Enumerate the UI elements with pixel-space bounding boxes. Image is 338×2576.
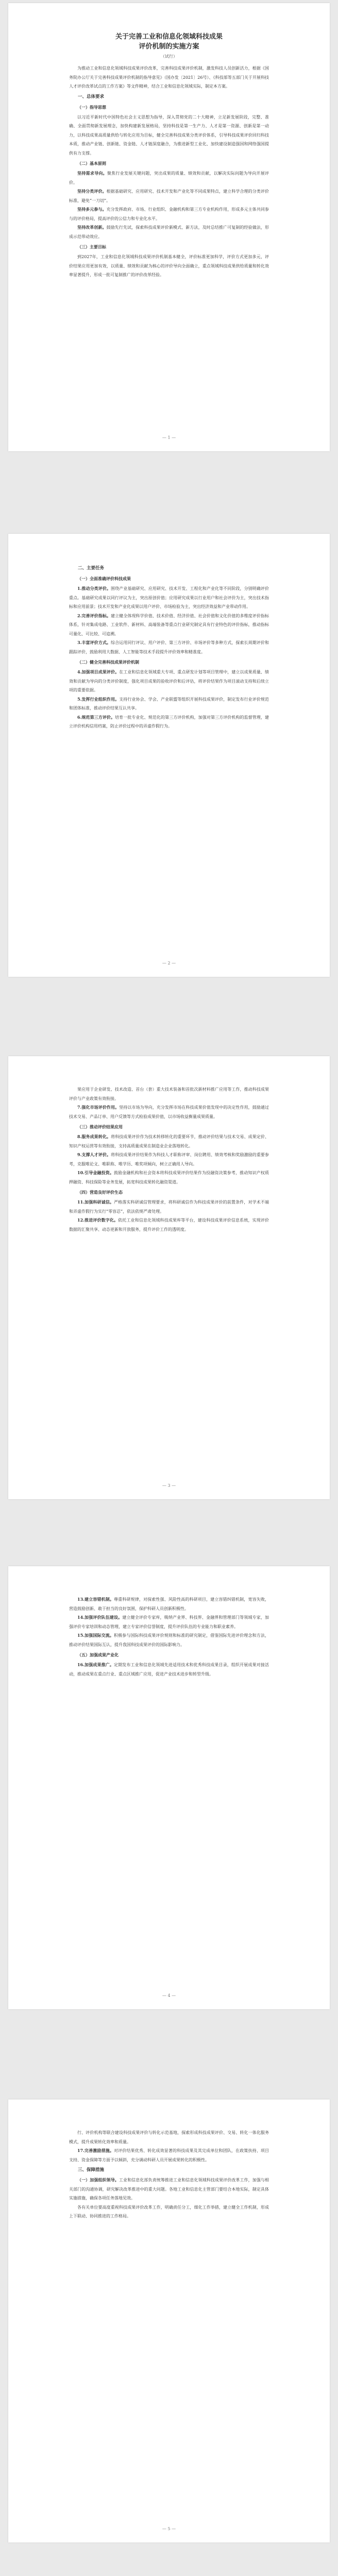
section-heading: 三、保障措施 <box>78 2167 105 2173</box>
body-paragraph <box>69 2203 269 2221</box>
paragraph-lead: 1.推动分类评价。 <box>77 586 111 591</box>
paragraph-lead: 9.支撑人才评价。 <box>77 1152 111 1157</box>
body-paragraph <box>69 169 269 187</box>
paragraph-lead: 11.加强科研诚信。 <box>77 1199 114 1205</box>
paragraph-text: 建立健全评价专家库，吸纳产业界、科技界、金融界和管理部门等领域专家，加强评价专家培训和动态管理，建立专家评价信誉制度，提升评价队伍的专业能力和职业素养。 <box>69 1615 269 1629</box>
paragraph-text: 定期发布工业和信息化领域先进适用技术和优秀科技成果目录，组织开展成果对接活动，推动成果在重点行业、重点区域推广应用，促进产业技术进步和转型升级。 <box>69 1663 269 1676</box>
paragraph-text: 果应用于企业研发、技术改造、首台（套）重大技术装备和首批次新材料推广应用等工作，推动科技成果评价与产业政策有效衔接。 <box>69 1087 269 1101</box>
page-number: — 3 — <box>162 1483 176 1488</box>
paragraph-lead: 7.强化市场评价作用。 <box>77 1105 120 1110</box>
body-paragraph <box>69 1168 269 1187</box>
body-paragraph <box>69 1085 269 1103</box>
document-page-1 <box>8 3 330 451</box>
paragraph-text: 各有关单位要高度重视科技成果评价改革工作，明确责任分工，细化工作举措，建立健全工作机制，形成上下联动、协同推进的工作格局。 <box>69 2205 269 2218</box>
paragraph-lead: 13.建立容错机制。 <box>77 1597 114 1602</box>
paragraph-text: 为推动工业和信息化领域科技成果评价改革，完善科技成果评价机制，激发科技人员创新活力，根据《国务院办公厅关于完善科技成果评价机制的指导意见》（国办发〔2021〕26号）、《科技部等五部门关于开展科技人才评价改革试点的工作方案》等文件精神，结合工业和信息化领域实际，制定本方案。 <box>69 66 269 89</box>
subsection-heading: （三）推动评价结果应用 <box>77 1124 123 1129</box>
body-paragraph <box>69 1132 269 1150</box>
paragraph-lead: 坚持分类评价。 <box>77 189 107 194</box>
paragraph-text: 严格落实科研诚信管理要求，将科研诚信作为科技成果评价的前置条件，对学术不端和弄虚作假行为实行“零容忍”，依法依规严肃处理。 <box>69 1200 269 1214</box>
body-paragraph <box>69 612 269 639</box>
subsection-heading: （二）健全完善科技成果评价机制 <box>77 659 139 665</box>
body-paragraph <box>69 252 269 280</box>
paragraph-text: 积极参与国际科技成果评价规则和标准的研究制定，借鉴国际先进评价理念和方法，推动评价结果国际互认，提升我国科技成果评价的国际影响力。 <box>69 1633 269 1647</box>
paragraph-lead: 坚持需求导向。 <box>77 171 107 176</box>
paragraph-text: 行、评价机构等联合建设科技成果评价与转化示范基地，探索形成科技成果评价、交易、转化一体化服务模式，提升成果转化效率和质量。 <box>69 2130 269 2144</box>
body-paragraph <box>69 668 269 695</box>
body-paragraph <box>69 713 269 731</box>
document-page-5 <box>8 2099 330 2543</box>
section-heading: 二、主要任务 <box>78 566 105 571</box>
paragraph-lead: 6.规范第三方评价。 <box>77 714 115 720</box>
document-subtitle: （试行） <box>161 54 177 59</box>
page-number: — 1 — <box>162 435 176 440</box>
paragraph-text: 综合运用同行评议、用户评价、第三方评价、市场评价等多种方式，探索长周期评价和跟踪评价，鼓励利用大数据、人工智能等技术手段提升评价效率和精准度。 <box>69 640 269 654</box>
paragraph-lead: 8.服务成果转化。 <box>77 1134 111 1139</box>
paragraph-lead: 坚持改革创新。 <box>77 225 107 230</box>
paragraph-text: 培育一批专业化、规范化的第三方评价机构，加强对第三方评价机构的监督管理，建立评价机构信用档案，防止评价过程中的弄虚作假行为。 <box>69 715 269 728</box>
paragraph-lead: 15.加强国际交流。 <box>77 1633 114 1638</box>
body-paragraph <box>69 1660 269 1679</box>
paragraph-lead: 坚持多元参与。 <box>77 207 107 212</box>
page-number: — 5 — <box>162 2527 176 2531</box>
body-paragraph <box>69 695 269 713</box>
paragraph-text: 围绕产业基础研究、应用研究、技术开发、工程化和产业化等不同阶段，分别明确评价重点。基础研究成果以同行评议为主，突出原创价值；应用研究成果以行业用户和社会评价为主，突出技术指标和应用前景；技术开发和产业化成果以用户评价、市场检验为主，突出经济效益和产业带动作用。 <box>69 586 269 609</box>
body-paragraph <box>69 64 269 91</box>
body-paragraph <box>69 2176 269 2203</box>
page-5-body <box>69 2128 269 2221</box>
subsection-heading: （五）加强成果产业化 <box>77 1652 119 1657</box>
paragraph-text: 工业和信息化部负责统筹推进工业和信息化领域科技成果评价改革工作，加强与相关部门的沟通协调，研究解决改革推进中的重大问题。各地工业和信息化主管部门要结合本地实际，制定具体实施措施，确保各项任务落地见效。 <box>69 2178 269 2200</box>
paragraph-text: 鼓励金融机构和社会资本将科技成果评价结果作为投融资决策参考，推动知识产权质押融资、科技保险等业务发展，拓宽科技成果转化融资渠道。 <box>69 1171 269 1184</box>
body-paragraph <box>69 2146 269 2164</box>
subsection-heading: （四）营造良好评价生态 <box>77 1190 123 1195</box>
paragraph-lead: （一）加强组织领导。 <box>77 2177 119 2182</box>
paragraph-lead: 14.加强评价队伍建设。 <box>77 1615 123 1620</box>
paragraph-text: 尊重科研规律，对探索性强、风险性高的科研项目，建立容错纠错机制，宽容失败，营造鼓励创新、敢于担当的良好氛围，保护科研人员创新积极性。 <box>69 1597 269 1611</box>
subsection-heading: （三）主要目标 <box>77 244 106 249</box>
body-paragraph <box>69 113 269 158</box>
paragraph-lead: 17.完善激励措施。 <box>77 2148 114 2153</box>
body-paragraph <box>69 584 269 612</box>
subsection-heading: （一）指导思想 <box>77 104 106 110</box>
paragraph-text: 对评价结果优秀、转化成效显著的科技成果及其完成单位和团队，在政策扶持、项目支持、资金保障等方面予以倾斜，充分调动科研人员开展成果转化的积极性。 <box>69 2148 269 2162</box>
body-paragraph <box>69 2128 269 2146</box>
paragraph-text: 鼓励先行先试，探索科技成果评价新模式、新方法，及时总结推广可复制的经验做法，形成示范带动效应。 <box>69 225 269 239</box>
paragraph-lead: 4.加强项目成果评价。 <box>77 669 120 674</box>
document-title: 关于完善工业和信息化领域科技成果 评价机制的实施方案 <box>115 33 223 50</box>
paragraph-text: 充分发挥政府、市场、行业组织、金融机构和第三方专业机构作用，形成多元主体共同参与的评价格局，提高评价的公信力和专业化水平。 <box>69 207 269 221</box>
subsection-heading: （二）基本原则 <box>77 161 106 166</box>
paragraph-text: 到2027年，工业和信息化领域科技成果评价机制基本健全，评价标准更加科学，评价方式更加多元，评价结果应用更加有效，以质量、绩效和贡献为核心的评价导向全面确立，重点领域科技成果供给质量和转化效率显著提升，形成一批可复制推广的评价改革经验。 <box>69 255 269 277</box>
paragraph-lead: 2.完善评价指标。 <box>77 613 111 618</box>
body-paragraph <box>69 1613 269 1631</box>
document-page-4 <box>8 1566 330 2009</box>
paragraph-lead: 3.丰富评价方式。 <box>77 640 111 645</box>
subsection-heading: （一）全面准确评价科技成果 <box>77 576 131 581</box>
paragraph-text: 依托工业和信息化领域科技成果库等平台，建设科技成果评价信息系统，实现评价数据的汇聚共享、动态更新和开放服务，提升评价工作的透明度。 <box>69 1218 269 1232</box>
paragraph-text: 坚持以市场为导向，充分发挥市场在科技成果价值发现中的决定性作用，鼓励通过技术交易、产品订单、用户反馈等方式检验成果价值，以市场收益衡量成果质量。 <box>69 1105 269 1119</box>
body-paragraph <box>69 1216 269 1234</box>
body-paragraph <box>69 187 269 205</box>
page-1-body <box>69 64 269 280</box>
paragraph-text: 支持行业协会、学会、产业联盟等组织开展科技成果评价，制定发布行业评价规范和团体标准，推动评价结果互认共享。 <box>69 697 269 710</box>
paragraph-text: 以习近平新时代中国特色社会主义思想为指导，深入贯彻党的二十大精神，立足新发展阶段，完整、准确、全面贯彻新发展理念，加快构建新发展格局，坚持科技是第一生产力、人才是第一资源、创新是第一动力，以科技成果高质量供给与转化应用为目标，健全完善科技成果分类评价体系，引导科技成果评价回归科技本质，推动产业链、创新链、资金链、人才链深度融合，为推进新型工业化、加快建设制造强国和网络强国提供有力支撑。 <box>69 114 269 156</box>
page-number: — 2 — <box>162 961 176 965</box>
body-paragraph <box>69 1198 269 1216</box>
paragraph-text: 建立健全体现科学价值、技术价值、经济价值、社会价值和文化价值的多维度评价指标体系，针对集成电路、工业软件、新材料、高端装备等重点行业研究制定具有行业特色的评价指标，推动指标可量化、可比较、可追溯。 <box>69 613 269 636</box>
paragraph-lead: 5.发挥行业组织作用。 <box>77 696 120 702</box>
body-paragraph <box>69 1150 269 1168</box>
paragraph-text: 将科技成果评价作为技术转移转化的重要环节，推动评价结果与技术交易、成果定价、知识产权运营等有效衔接，支持高质量成果在制造业企业落地转化。 <box>69 1134 269 1148</box>
paragraph-lead: 16.加强成果推广。 <box>77 1662 114 1667</box>
body-paragraph <box>69 1631 269 1649</box>
page-4-body <box>69 1595 269 1679</box>
page-number: — 4 — <box>162 1993 176 1998</box>
paragraph-lead: 12.推进评价数字化。 <box>77 1217 119 1223</box>
body-paragraph <box>69 223 269 241</box>
page-3-body <box>69 1085 269 1234</box>
document-page-3 <box>8 1056 330 1499</box>
paragraph-text: 根据基础研究、应用研究、技术开发和产业化等不同成果特点，建立科学合理的分类评价标准，避免“一刀切”。 <box>69 189 269 203</box>
page-2-body <box>69 564 269 731</box>
paragraph-text: 将科技成果评价结果作为科技人才职称评审、岗位聘用、绩效考核和奖励激励的重要参考，克服唯论文、唯职称、唯学历、唯奖项倾向，树立正确用人导向。 <box>69 1153 269 1166</box>
paragraph-lead: 10.引导金融投资。 <box>77 1170 114 1175</box>
paragraph-text: 在工业和信息化领域重大专项、重点研发计划等项目管理中，建立以成果质量、绩效和贡献为导向的分类评价制度，强化项目成果的验收评价和后评估，将评价结果作为项目滚动支持和后续立项的重要依据。 <box>69 670 269 692</box>
section-heading: 一、总体要求 <box>78 94 105 99</box>
body-paragraph <box>69 1103 269 1121</box>
paragraph-text: 聚焦行业发展关键问题，突出成果的质量、绩效和贡献，以解决实际问题为导向开展评价。 <box>69 171 269 185</box>
body-paragraph <box>69 638 269 656</box>
document-page-2 <box>8 534 330 977</box>
body-paragraph <box>69 1595 269 1613</box>
body-paragraph <box>69 205 269 223</box>
